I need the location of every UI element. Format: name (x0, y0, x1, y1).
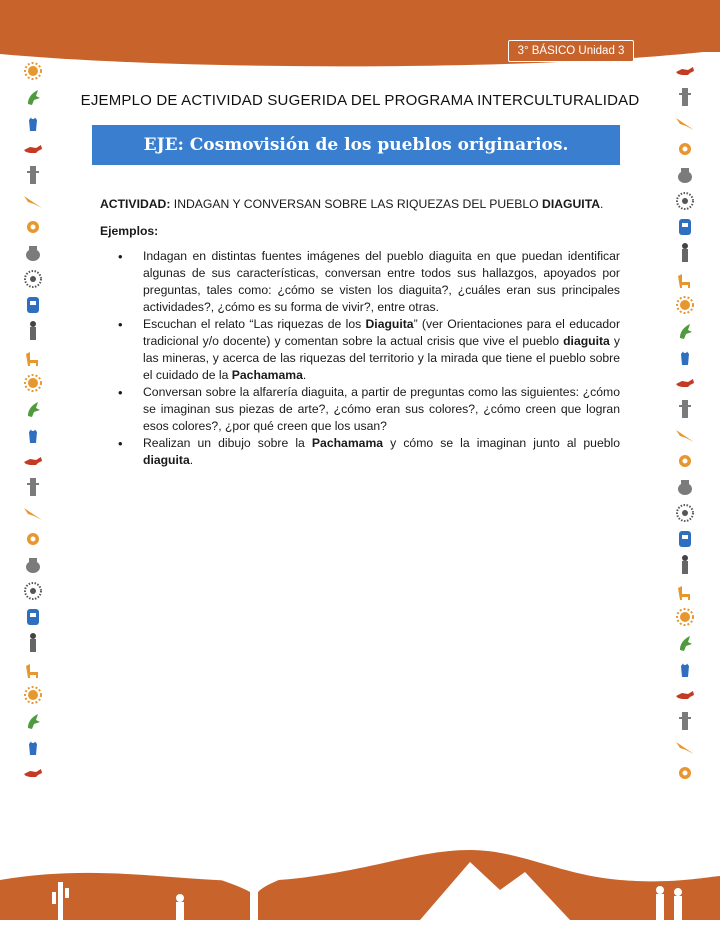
llama-icon (22, 658, 44, 680)
item-text: y cómo se la imaginan junto al pueblo (383, 436, 620, 450)
figure-icon (674, 346, 696, 368)
item-text: . (189, 453, 194, 467)
activity-content (100, 196, 620, 469)
condor-icon (22, 502, 44, 524)
item-emph: Pachamama (231, 368, 303, 382)
item-text: Conversan sobre la alfarería diaguita, a partir de preguntas como las siguientes: ¿cómo se imaginan sus piezas de arte?, ¿cómo eran sus colores?, ¿cómo creen que logran esos colores?, ¿por qué creen que los usan? (143, 385, 620, 433)
fox-icon (674, 60, 696, 82)
bird-icon (674, 632, 696, 654)
list-item (100, 316, 620, 384)
fox-icon (674, 372, 696, 394)
sun-icon (22, 372, 44, 394)
sun-icon (674, 294, 696, 316)
flower-icon (674, 762, 696, 784)
totem-icon (22, 476, 44, 498)
pot-icon (22, 554, 44, 576)
person-icon (22, 632, 44, 654)
mask-icon (22, 606, 44, 628)
fox-icon (22, 138, 44, 160)
totem-icon (674, 86, 696, 108)
llama-icon (674, 268, 696, 290)
sun-icon (674, 606, 696, 628)
activity-text: INDAGAN Y CONVERSAN SOBRE LAS RIQUEZAS DEL PUEBLO (170, 197, 543, 211)
llama-icon (674, 580, 696, 602)
pot-icon (22, 242, 44, 264)
condor-icon (674, 424, 696, 446)
item-text: ” (ver Orientaciones para el educador tradicional y/o docente) y comentan sobre la actual crisis que vive el pueblo (143, 317, 621, 348)
item-text: . (302, 368, 307, 382)
item-text: Escuchan el relato “Las riquezas de los (143, 317, 366, 331)
landscape-illustration (0, 820, 720, 932)
figure-icon (22, 112, 44, 134)
bird-icon (674, 320, 696, 342)
person-icon (674, 554, 696, 576)
activity-line (100, 196, 620, 213)
person-icon (22, 320, 44, 342)
figure-icon (674, 658, 696, 680)
examples-list (100, 248, 620, 469)
flower-icon (674, 138, 696, 160)
condor-icon (674, 736, 696, 758)
totem-icon (674, 398, 696, 420)
fox-icon (22, 450, 44, 472)
bird-icon (22, 398, 44, 420)
figure-icon (22, 736, 44, 758)
item-text: Indagan en distintas fuentes imágenes del pueblo diaguita en que puedan identificar algunas de sus características, conversan entre todos sus hallazgos, apoyados por preguntas, tales como: ¿cómo se visten los diaguita?, ¿cuáles eran sus principales actividades?, ¿cómo es su forma de vivir?, entre otras. (143, 249, 620, 314)
totem-icon (22, 164, 44, 186)
flower-icon (22, 216, 44, 238)
item-emph: diaguita (143, 453, 190, 467)
condor-icon (674, 112, 696, 134)
document-heading: EJEMPLO DE ACTIVIDAD SUGERIDA DEL PROGRAMA INTERCULTURALIDAD (80, 92, 640, 109)
activity-end: . (600, 197, 604, 211)
totem-icon (674, 710, 696, 732)
list-item (100, 435, 620, 469)
item-emph: Diaguita (365, 317, 414, 331)
list-item (100, 248, 620, 316)
examples-label: Ejemplos: (100, 224, 159, 238)
figure-icon (22, 424, 44, 446)
item-text: y las mineras, y acerca de las riquezas del territorio y la mirada que tiene el pueblo sobre el cuidado de la (143, 334, 621, 382)
star-icon (22, 268, 44, 290)
condor-icon (22, 190, 44, 212)
llama-icon (22, 346, 44, 368)
bird-icon (22, 86, 44, 108)
mask-icon (22, 294, 44, 316)
flower-icon (674, 450, 696, 472)
fox-icon (22, 762, 44, 784)
person-icon (674, 242, 696, 264)
pot-icon (674, 164, 696, 186)
flower-icon (22, 528, 44, 550)
sun-icon (22, 684, 44, 706)
sun-icon (22, 60, 44, 82)
eje-banner: EJE: Cosmovisión de los pueblos originarios. (92, 125, 620, 165)
mask-icon (674, 528, 696, 550)
star-icon (22, 580, 44, 602)
star-icon (674, 502, 696, 524)
activity-emph: DIAGUITA (542, 197, 601, 211)
item-text: Realizan un dibujo sobre la (143, 436, 312, 450)
mask-icon (674, 216, 696, 238)
star-icon (674, 190, 696, 212)
activity-label: ACTIVIDAD: (100, 197, 171, 211)
list-item (100, 384, 620, 435)
fox-icon (674, 684, 696, 706)
item-emph: Pachamama (311, 436, 384, 450)
pot-icon (674, 476, 696, 498)
unit-badge: 3° BÁSICO Unidad 3 (508, 40, 634, 62)
bird-icon (22, 710, 44, 732)
item-emph: diaguita (563, 334, 610, 348)
